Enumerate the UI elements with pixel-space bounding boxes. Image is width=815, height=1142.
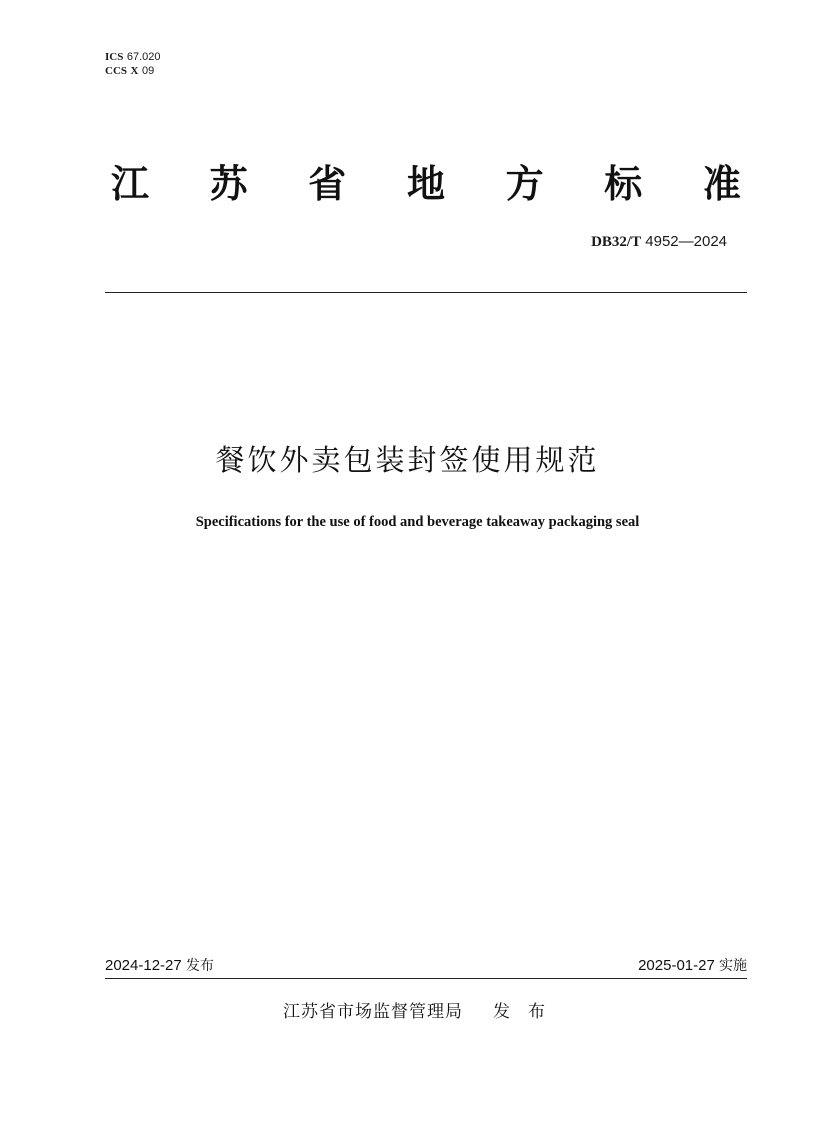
standard-type-char: 江 bbox=[110, 162, 149, 206]
standard-type-char: 准 bbox=[702, 162, 741, 206]
date-row bbox=[105, 956, 747, 976]
release-label: 发布 bbox=[185, 958, 214, 974]
release-date-block bbox=[105, 956, 214, 976]
effective-date: 2025-01-27 bbox=[638, 957, 715, 974]
standard-type-char: 省 bbox=[308, 162, 347, 206]
standard-type-char: 方 bbox=[505, 162, 544, 206]
publisher-action: 发布 bbox=[493, 1002, 563, 1022]
release-date: 2024-12-27 bbox=[105, 957, 182, 974]
top-divider bbox=[105, 292, 747, 293]
effective-date-block bbox=[638, 956, 747, 976]
effective-label: 实施 bbox=[719, 958, 747, 974]
ics-label: ICS bbox=[105, 51, 124, 63]
standard-number-prefix: DB32/T bbox=[591, 234, 642, 250]
document-title-chinese: 餐饮外卖包装封签使用规范 bbox=[215, 443, 600, 477]
standard-type-char: 苏 bbox=[209, 162, 248, 206]
standard-number bbox=[591, 232, 727, 251]
ccs-label: CCS bbox=[105, 65, 128, 77]
document-title-english: Specifications for the use of food and beverage takeaway packaging seal bbox=[195, 514, 640, 530]
ccs-value: 09 bbox=[141, 65, 155, 77]
publisher-line bbox=[283, 1001, 563, 1023]
standard-type-heading bbox=[105, 160, 747, 208]
publisher-organization: 江苏省市场监督管理局 bbox=[283, 1002, 463, 1022]
bottom-divider bbox=[105, 978, 747, 979]
standard-number-value: 4952—2024 bbox=[641, 233, 727, 250]
ics-value: 67.020 bbox=[126, 51, 161, 63]
ccs-row bbox=[105, 64, 161, 78]
classification-codes bbox=[105, 50, 161, 78]
standard-type-char: 标 bbox=[604, 162, 643, 206]
standard-type-char: 地 bbox=[406, 162, 445, 206]
ccs-category: X bbox=[130, 65, 139, 77]
ics-row bbox=[105, 50, 161, 64]
